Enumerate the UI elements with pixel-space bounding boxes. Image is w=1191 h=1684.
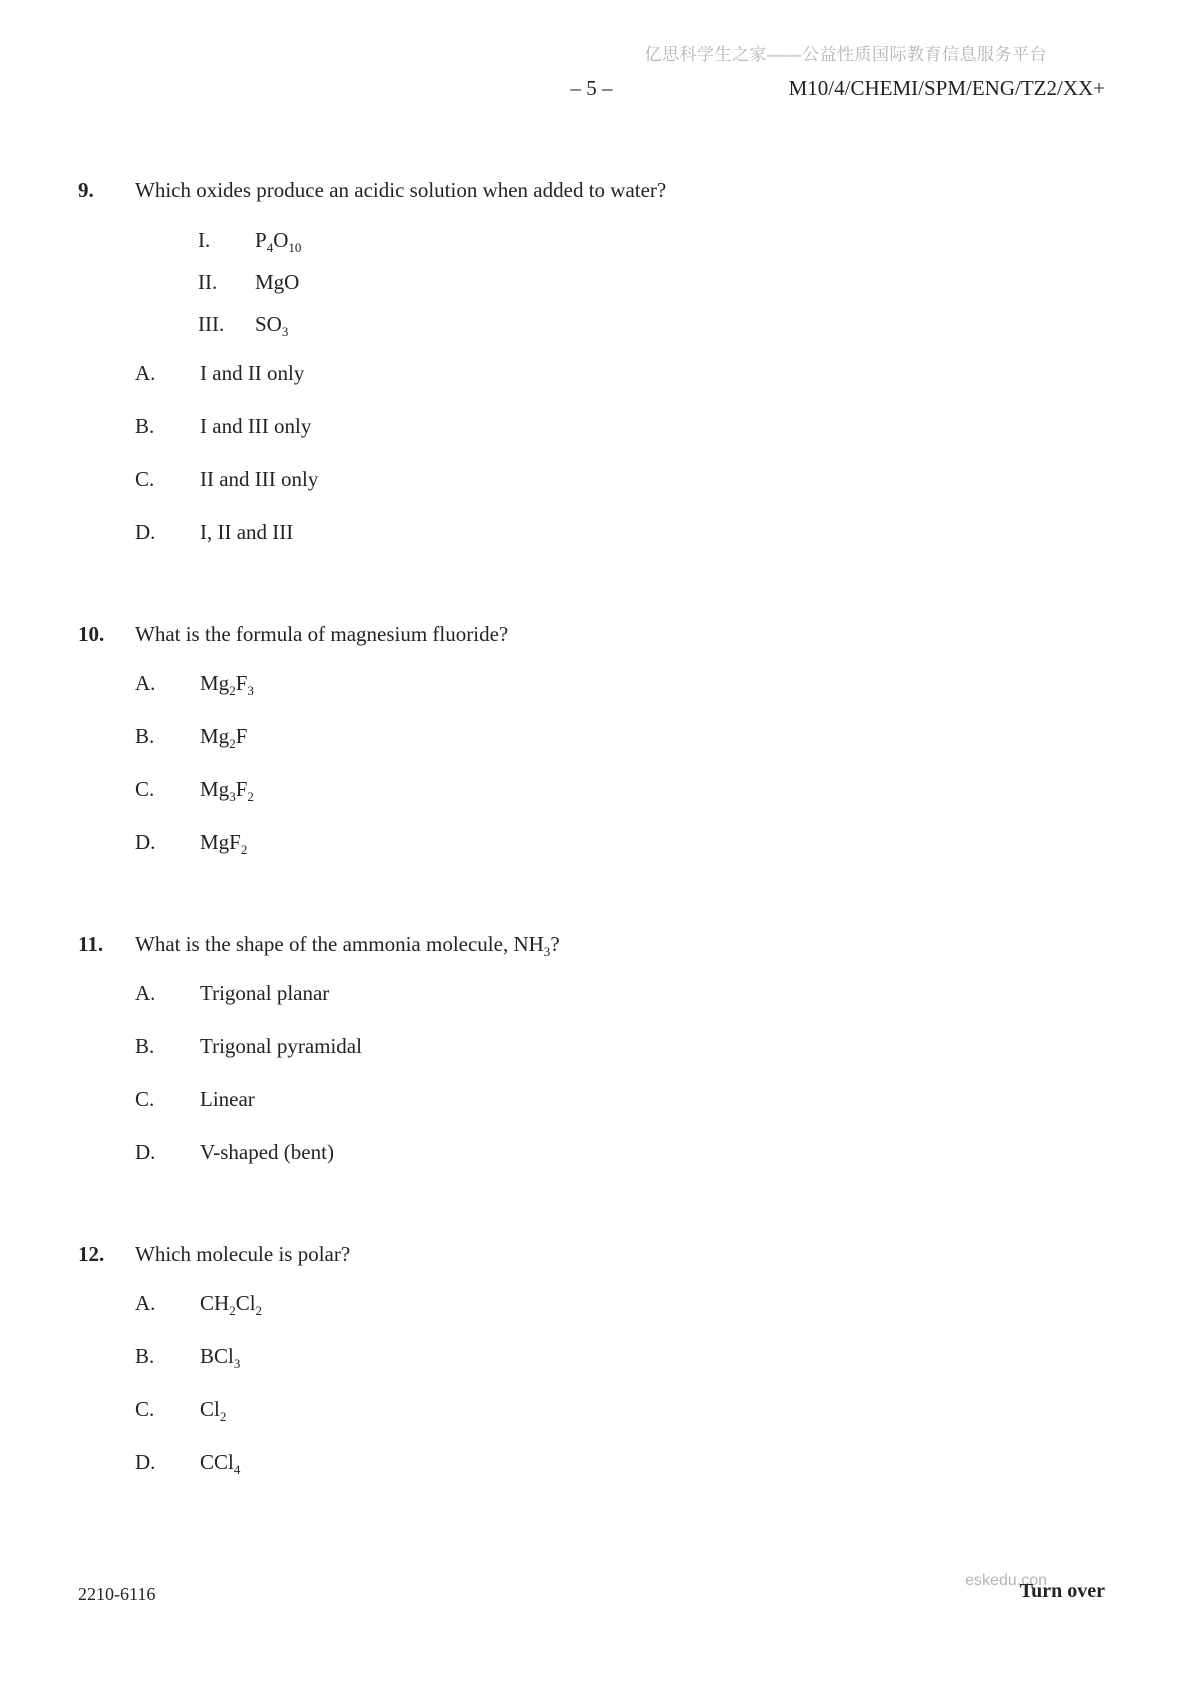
question-text: Which oxides produce an acidic solution when added to water? [135, 178, 667, 202]
option-value: BCl$_3$ [200, 1344, 241, 1372]
option-value: V-shaped (bent) [200, 1140, 334, 1164]
option-letter: A. [135, 671, 156, 695]
option-row [135, 1086, 1105, 1113]
statement-formula: $P_4O_{10}$ [255, 228, 302, 256]
option-letter: D. [135, 830, 156, 854]
option-value: $Cl_2$ [200, 1397, 227, 1425]
option-letter: B. [135, 1034, 155, 1058]
question-12 [78, 1241, 1105, 1476]
option-row [135, 1290, 1105, 1317]
option-value: I and III only [200, 414, 312, 438]
statement-row [198, 269, 1105, 296]
option-value: $Mg_3F_2$ [200, 777, 254, 805]
question-number: 12. [78, 1242, 105, 1266]
option-letter: C. [135, 777, 155, 801]
option-value: $Mg_2F$ [200, 724, 248, 752]
statement-row [198, 227, 1105, 254]
statement-formula: MgO [255, 270, 300, 294]
page-number: – 5 – [570, 76, 613, 100]
option-letter: C. [135, 1087, 155, 1111]
option-value: CCl$_4$ [200, 1450, 241, 1478]
question-number: 10. [78, 622, 105, 646]
question-9 [78, 177, 1105, 546]
statement-formula: $SO_3$ [255, 312, 289, 340]
option-value: MgF$_2$ [200, 830, 248, 858]
option-letter: C. [135, 467, 155, 491]
option-list [78, 360, 1105, 546]
statement-list [78, 227, 1105, 338]
header-watermark: 亿思科学生之家——公益性质国际教育信息服务平台 [644, 45, 1047, 64]
option-row [135, 1033, 1105, 1060]
option-value: $CH_2Cl_2$ [200, 1291, 263, 1319]
question-11 [78, 931, 1105, 1166]
option-row [135, 670, 1105, 697]
option-row [135, 466, 1105, 493]
question-text: Which molecule is polar? [135, 1242, 351, 1266]
option-row [135, 360, 1105, 387]
statement-numeral: I. [198, 228, 211, 252]
question-head [78, 177, 1105, 204]
footer-watermark: eskedu.con [965, 1572, 1047, 1589]
option-row [135, 519, 1105, 546]
question-10 [78, 621, 1105, 856]
question-number: 11. [78, 932, 104, 956]
option-letter: A. [135, 1291, 156, 1315]
option-value: Linear [200, 1087, 255, 1111]
option-row [135, 1343, 1105, 1370]
option-value: $Mg_2F_3$ [200, 671, 254, 699]
footer-document-code: 2210-6116 [78, 1584, 156, 1604]
option-list [78, 1290, 1105, 1476]
option-row [135, 776, 1105, 803]
statement-numeral: II. [198, 270, 218, 294]
option-value: II and III only [200, 467, 319, 491]
question-number: 9. [78, 178, 94, 202]
option-letter: D. [135, 1450, 156, 1474]
question-head [78, 621, 1105, 648]
option-letter: C. [135, 1397, 155, 1421]
option-value: I, II and III [200, 520, 294, 544]
option-value: Trigonal pyramidal [200, 1034, 362, 1058]
option-row [135, 1449, 1105, 1476]
statement-numeral: III. [198, 312, 225, 336]
option-row [135, 1396, 1105, 1423]
option-letter: A. [135, 981, 156, 1005]
question-head [78, 931, 1105, 958]
statement-row [198, 311, 1105, 338]
option-list [78, 670, 1105, 856]
question-text: What is the formula of magnesium fluoride? [135, 622, 509, 646]
option-letter: A. [135, 361, 156, 385]
option-letter: D. [135, 1140, 156, 1164]
option-letter: B. [135, 724, 155, 748]
option-value: I and II only [200, 361, 305, 385]
question-head [78, 1241, 1105, 1268]
option-row [135, 723, 1105, 750]
option-letter: B. [135, 414, 155, 438]
option-row [135, 1139, 1105, 1166]
turn-over-label: Turn over [1019, 1580, 1105, 1602]
question-text: What is the shape of the ammonia molecule, $NH_3$? [135, 932, 560, 960]
option-letter: D. [135, 520, 156, 544]
option-row [135, 413, 1105, 440]
option-row [135, 829, 1105, 856]
page-header [78, 75, 1105, 102]
option-value: Trigonal planar [200, 981, 330, 1005]
option-list [78, 980, 1105, 1166]
option-row [135, 980, 1105, 1007]
option-letter: B. [135, 1344, 155, 1368]
paper-code: M10/4/CHEMI/SPM/ENG/TZ2/XX+ [788, 76, 1105, 100]
